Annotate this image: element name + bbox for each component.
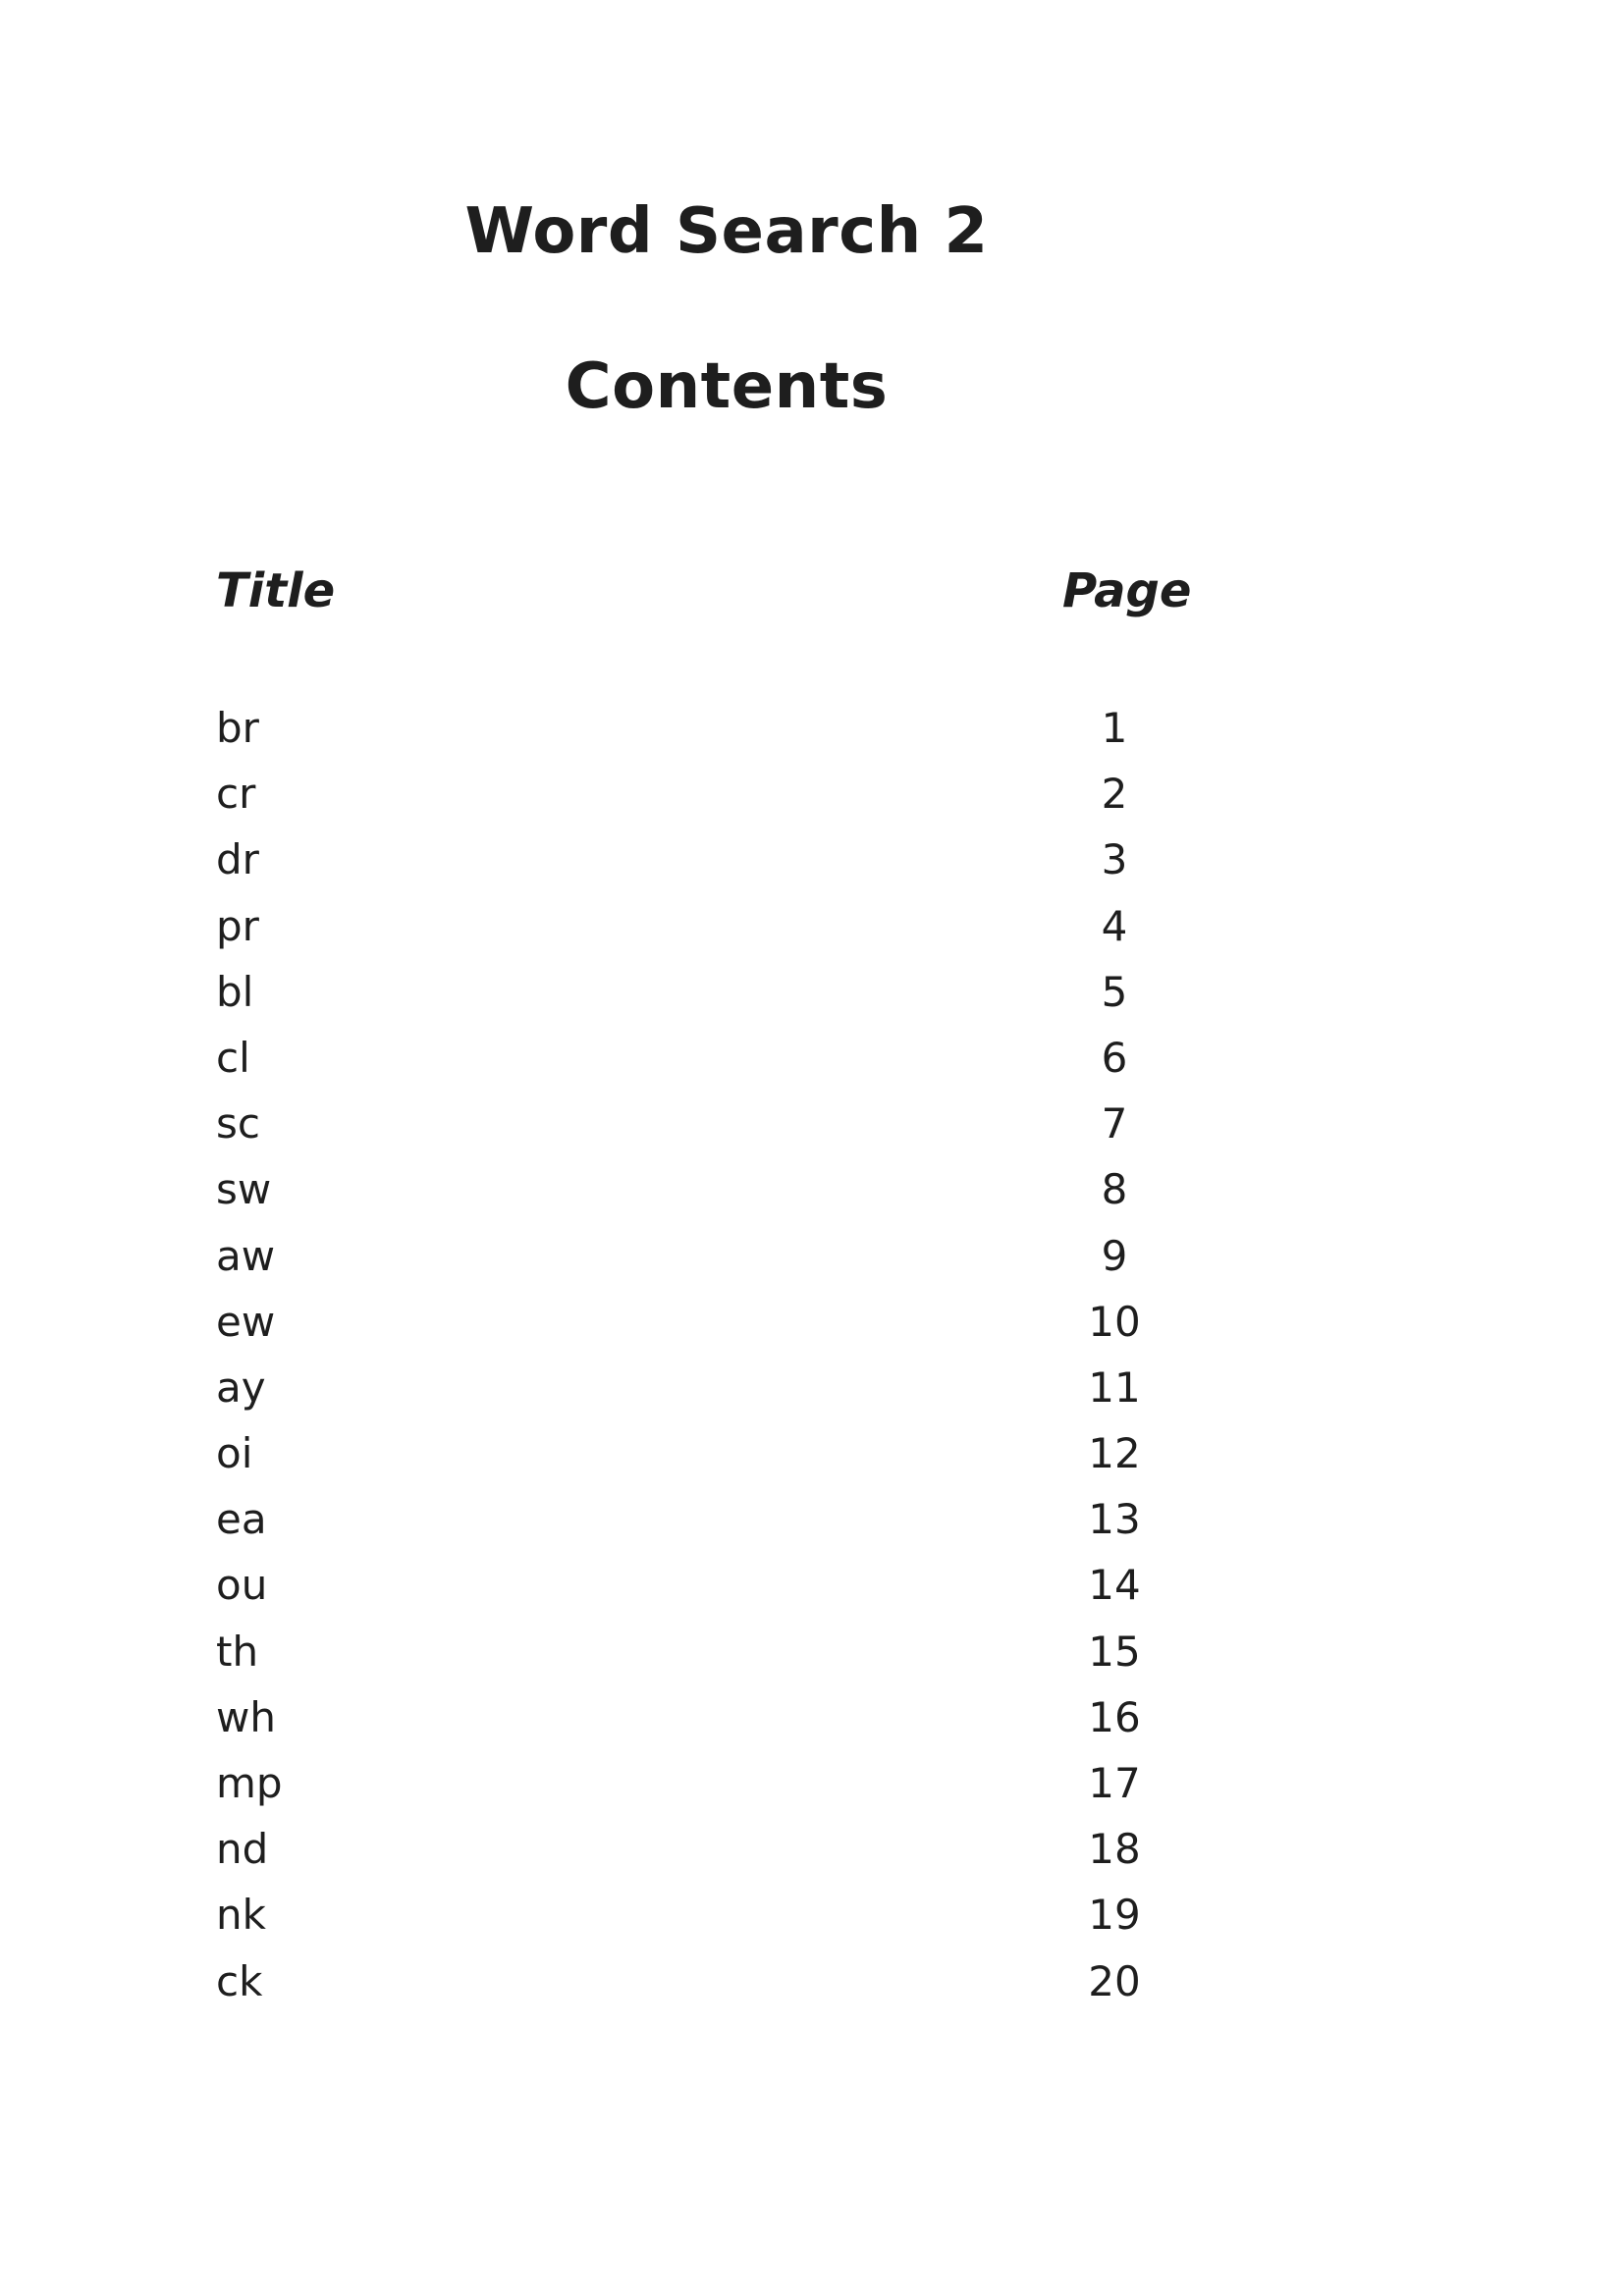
- contents-row-title: ay: [216, 1362, 266, 1412]
- contents-row-page-number: 5: [1101, 967, 1128, 1016]
- contents-row-title: bl: [216, 967, 254, 1016]
- contents-row-title: ew: [216, 1297, 276, 1346]
- contents-row: [216, 1289, 1198, 1355]
- contents-row: [216, 1750, 1198, 1816]
- contents-row-title: ea: [216, 1495, 267, 1544]
- contents-row-page-number: 6: [1101, 1033, 1128, 1082]
- contents-list: [216, 695, 1198, 2014]
- contents-row-page-number: 17: [1088, 1759, 1141, 1807]
- contents-row-page-number: 19: [1088, 1891, 1141, 1940]
- contents-row: [216, 1025, 1198, 1091]
- column-header-page: Page: [1062, 563, 1192, 618]
- contents-row-page-number: 4: [1101, 901, 1128, 950]
- contents-row-page-number: 12: [1088, 1429, 1141, 1478]
- contents-row-title: pr: [216, 901, 259, 950]
- contents-row-page-number: 15: [1088, 1627, 1141, 1676]
- contents-row-page-number: 9: [1101, 1231, 1128, 1280]
- contents-row: [216, 1223, 1198, 1289]
- contents-row: [216, 1684, 1198, 1750]
- contents-row-page-number: 18: [1088, 1825, 1141, 1874]
- contents-row-page-number: 2: [1101, 770, 1128, 819]
- contents-row-title: dr: [216, 835, 259, 884]
- contents-row: [216, 827, 1198, 892]
- contents-heading: Contents: [565, 350, 889, 423]
- contents-row-title: th: [216, 1627, 259, 1676]
- contents-row-page-number: 8: [1101, 1165, 1128, 1214]
- contents-row: [216, 761, 1198, 827]
- column-header-title: Title: [216, 563, 336, 618]
- contents-row: [216, 1882, 1198, 1948]
- contents-row-page-number: 14: [1088, 1561, 1141, 1610]
- contents-row-title: cl: [216, 1033, 250, 1082]
- contents-row-title: wh: [216, 1692, 276, 1741]
- contents-row-page-number: 1: [1101, 704, 1128, 752]
- contents-row-title: oi: [216, 1429, 253, 1478]
- contents-row-page-number: 11: [1088, 1362, 1141, 1412]
- contents-row: [216, 959, 1198, 1025]
- contents-row-page-number: 16: [1088, 1692, 1141, 1741]
- contents-row-title: nd: [216, 1825, 269, 1874]
- contents-row-title: mp: [216, 1759, 283, 1807]
- contents-row-page-number: 20: [1088, 1956, 1141, 2005]
- contents-row: [216, 1420, 1198, 1486]
- contents-row: [216, 1619, 1198, 1684]
- contents-row-title: br: [216, 704, 259, 752]
- contents-row-title: sc: [216, 1099, 260, 1148]
- contents-row-title: aw: [216, 1231, 276, 1280]
- contents-row-title: ck: [216, 1956, 263, 2005]
- contents-row: [216, 1816, 1198, 1882]
- contents-row: [216, 695, 1198, 761]
- contents-row-page-number: 13: [1088, 1495, 1141, 1544]
- contents-row: [216, 1486, 1198, 1552]
- contents-row-page-number: 3: [1101, 835, 1128, 884]
- contents-row-title: cr: [216, 770, 256, 819]
- contents-row: [216, 1091, 1198, 1156]
- contents-row-title: ou: [216, 1561, 268, 1610]
- contents-row-page-number: 7: [1101, 1099, 1128, 1148]
- contents-row-title: nk: [216, 1891, 266, 1940]
- contents-row: [216, 1949, 1198, 2014]
- contents-row-page-number: 10: [1088, 1297, 1141, 1346]
- contents-row: [216, 1355, 1198, 1420]
- contents-row: [216, 893, 1198, 959]
- document-title: Word Search 2: [464, 195, 989, 268]
- contents-row: [216, 1156, 1198, 1222]
- contents-row-title: sw: [216, 1165, 272, 1214]
- contents-row: [216, 1552, 1198, 1618]
